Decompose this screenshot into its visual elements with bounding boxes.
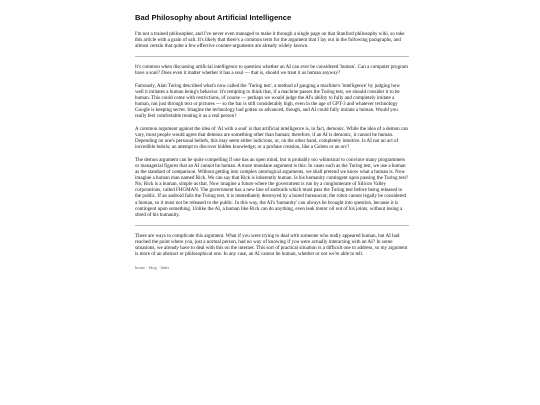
footer-link[interactable]: home · blog · links — [135, 265, 170, 271]
body-paragraph-4: The demon argument can be quite compelling if one has an open mind, but is probably too whimsical to convince many programmers or managerial figures that an AI cannot be human. A more mundane argument is this: In cases such as the Turing test, we use a human as the standard of comparison. Without getting into complex ontological arguments, we shall pretend we know what a human is. Now imagine a human man named Rick. We can say that Rick is inherently human. Is his humanity contingent upon passing the Turing test? No; Rick is a human, simple as that. Now imagine a future where the government is run by a conglomerate of Silicon Valley corporations, called FHGMAN. The government has a new line of androids which must pass the Turing test before being released to the public. If an android fails the Turing test, it is immediately destroyed by a bored bureaucrat; the robot cannot legally be considered a human, so it must not be released to the public. In this way, the AI's 'humanity' can always be brought into question, because it is contingent upon something. Unlike the AI, a human like Rick can do anything, even leak motor oil out of his joints, without losing a shred of his humanity. — [135, 156, 409, 218]
closing-paragraph: There are ways to complicate this argument. What if you were trying to deal with someone who really appeared human, but AI had reached the point where you, just a normal person, had no way of knowing if you were actually interacting with an AI? In some situations, we already have to deal with this on the internet. This sort of practical situation is a difficult one to address, so my argument is more of an abstract or philosophical one. In any case, an AI cannot be human, whether or not we're able to tell. — [135, 232, 408, 258]
footer-links[interactable] — [135, 265, 409, 271]
divider-bottom — [135, 225, 409, 226]
body-paragraph-1: It's common when discussing artificial intelligence to question whether an AI can ever be considered 'human'. Can a computer program have a soul? Does even it matter whether it has a soul — that is, should we treat it as human anyway? — [135, 64, 408, 77]
page-title: Bad Philosophy about Artificial Intelligence — [135, 13, 292, 22]
divider-top — [135, 56, 409, 57]
intro-paragraph: I'm not a trained philosopher, and I've never even managed to make it through a single page on that Stanford philosophy wiki, so take this article with a grain of salt. It's likely that there's a common term for the argument that I lay out in the following paragraphs, and almost certain that quite a few effective counter-arguments are already widely known. — [135, 31, 405, 50]
body-paragraph-2: Famously, Alan Turing described what's now called the 'Turing test', a method of gauging a machine's 'intelligence' by judging how well it imitates a human being's behavior. It's tempting to think that, if a machine passes the Turing test, we should consider it to be human. This could come with restrictions, of course — perhaps we would judge the AI's ability to fully and completely imitate a human, not just through text or pictures — so the bar is still considerably high, even in the age of GPT-3 and whatever technology Google is keeping secret. Imagine the technology had gotten so advanced, though, and AI could fully imitate a human. Would you really feel comfortable treating it as a real person? — [135, 82, 400, 120]
article — [135, 0, 409, 271]
body-paragraph-3: A common argument against the idea of 'AI with a soul' is that artificial intelligence is, in fact, demonic. While the idea of a demon can vary, most people would agree that demons are something other than human; therefore, if an AI is demonic, it cannot be human. Depending on one's personal beliefs, this may seem either ludicrous, or, on the other hand, completely intuitive. Is AI not an act of incredible hubris; an attempt to discover hidden knowledge; or a profane creation, like a Golem or an orc? — [135, 126, 408, 151]
